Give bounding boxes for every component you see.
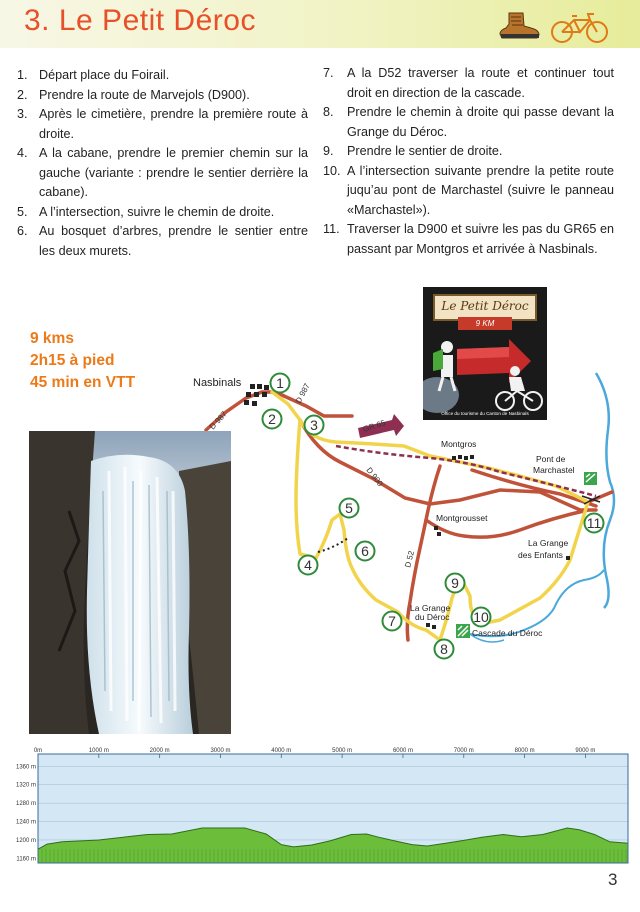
profile-y-label: 1280 m xyxy=(15,801,36,808)
waypoint-label: 11 xyxy=(586,515,602,531)
place-grange-enfants-1: La Grange xyxy=(528,538,569,548)
page-title: 3. Le Petit Déroc xyxy=(24,4,256,37)
waypoint-label: 8 xyxy=(440,641,448,657)
village-dots xyxy=(244,384,570,629)
marchastel-sign-icon xyxy=(584,472,597,485)
step-text: Départ place du Foirail. xyxy=(39,68,170,82)
place-grange-enfants-2: des Enfants xyxy=(518,550,563,560)
step-text: Prendre la route de Marvejols (D900). xyxy=(39,87,250,102)
profile-x-label: 1000 m xyxy=(88,748,109,754)
waypoint-label: 2 xyxy=(268,411,276,427)
waypoint-marker xyxy=(356,542,375,561)
place-pont-line1: Pont de xyxy=(536,454,566,464)
step-number: 4. xyxy=(17,146,28,160)
page-number: 3 xyxy=(608,870,618,889)
waypoint-label: 10 xyxy=(473,609,489,625)
profile-x-label: 0m xyxy=(33,748,43,754)
waypoint-marker xyxy=(271,374,290,393)
elevation-profile xyxy=(0,744,640,869)
waypoint-marker xyxy=(472,608,491,627)
place-cascade: Cascade du Déroc xyxy=(472,628,543,638)
step-number: 6. xyxy=(17,224,28,238)
profile-y-label: 1240 m xyxy=(15,819,36,826)
road-label-d987-west: D 987 xyxy=(207,409,229,432)
step-number: 8. xyxy=(323,105,334,119)
waypoint-marker xyxy=(305,416,324,435)
poster-distance: 9 KM xyxy=(458,317,512,330)
road-label-d900: D 900 xyxy=(364,465,385,489)
profile-x-label: 9000 m xyxy=(575,748,596,754)
step-text: Après le cimetière, prendre la première route à droite. xyxy=(39,107,308,141)
profile-y-label: 1200 m xyxy=(15,837,36,844)
bike-time-stat: 45 min en VTT xyxy=(30,374,136,391)
step-text: Au bosquet d’arbres, prendre le sentier entre les deux murets. xyxy=(39,224,308,258)
cascade-icon xyxy=(456,624,470,638)
step-text: Prendre le sentier de droite. xyxy=(347,144,503,158)
waypoint-label: 3 xyxy=(310,417,318,433)
road-label-gr65: GR 65 xyxy=(361,418,387,434)
place-nasbinals: Nasbinals xyxy=(193,377,242,389)
waypoint-label: 1 xyxy=(276,375,284,391)
profile-y-axis xyxy=(16,764,36,862)
step-text: A la cabane, prendre le premier chemin sur la gauche (variante : prendre le sentier derrière la cabane). xyxy=(39,146,308,199)
profile-x-label: 6000 m xyxy=(392,748,413,754)
profile-x-label: 8000 m xyxy=(514,748,535,754)
waypoint-marker xyxy=(435,640,454,659)
waterfall-photo xyxy=(29,431,231,734)
place-montgrousset: Montgrousset xyxy=(436,513,488,523)
poster-caption: Office du tourisme du Canton de Nasbinals xyxy=(441,411,529,416)
step-text: A la D52 traverser la route et continuer tout droit en direction de la cascade. xyxy=(347,66,614,100)
waypoint-marker xyxy=(585,514,604,533)
profile-y-label: 1320 m xyxy=(15,782,36,789)
stream-cascade xyxy=(470,570,604,636)
waypoint-marker xyxy=(383,612,402,631)
step-number: 9. xyxy=(323,144,334,158)
trail-poster xyxy=(423,287,547,420)
step-number: 2. xyxy=(17,87,28,102)
profile-x-label: 3000 m xyxy=(210,748,231,754)
place-pont-line2: Marchastel xyxy=(533,465,575,475)
waypoint-label: 5 xyxy=(345,500,353,516)
road-label-d987-east: D 987 xyxy=(293,381,312,405)
step-text: A l’intersection suivante prendre la petite route juqu’au pont de Marchastel (suivre le panneau «Marchastel»). xyxy=(347,163,614,217)
waypoint-label: 7 xyxy=(388,613,396,629)
step-number: 3. xyxy=(17,107,28,121)
place-grange-deroc-2: du Déroc xyxy=(415,612,450,622)
road-montgros-east xyxy=(472,470,596,506)
waypoint-marker xyxy=(446,574,465,593)
profile-y-label: 1160 m xyxy=(16,856,36,863)
road-label-d52: D 52 xyxy=(403,549,417,569)
profile-y-label: 1360 m xyxy=(15,764,36,771)
poster-title: Le Petit Déroc xyxy=(441,299,529,313)
step-text: A l’intersection, suivre le chemin de droite. xyxy=(39,204,275,219)
waypoint-label: 4 xyxy=(304,557,312,573)
profile-x-label: 4000 m xyxy=(271,748,292,754)
step-text: Traverser la D900 et suivre les pas du GR65 en passant par Montgros et arrivée à Nasbinals. xyxy=(347,222,614,256)
distance-stat: 9 kms xyxy=(30,330,74,347)
step-number: 7. xyxy=(323,66,334,80)
waypoint-marker xyxy=(340,499,359,518)
place-grange-deroc-1: La Grange xyxy=(410,603,451,613)
profile-x-label: 2000 m xyxy=(149,748,170,754)
roads xyxy=(206,392,612,640)
profile-x-label: 5000 m xyxy=(332,748,353,754)
step-number: 11. xyxy=(323,222,340,236)
step-text: Prendre le chemin à droite qui passe devant la Grange du Déroc. xyxy=(347,105,614,139)
waypoint-marker xyxy=(263,410,282,429)
step-number: 10. xyxy=(323,163,341,178)
step-number: 5. xyxy=(17,204,28,219)
step-number: 1. xyxy=(17,68,28,82)
waypoint-label: 6 xyxy=(361,543,369,559)
waypoint-label: 9 xyxy=(451,575,459,591)
profile-x-label: 7000 m xyxy=(453,748,474,754)
waypoint-marker xyxy=(299,556,318,575)
walk-time-stat: 2h15 à pied xyxy=(30,352,115,369)
place-montgros: Montgros xyxy=(441,439,477,449)
